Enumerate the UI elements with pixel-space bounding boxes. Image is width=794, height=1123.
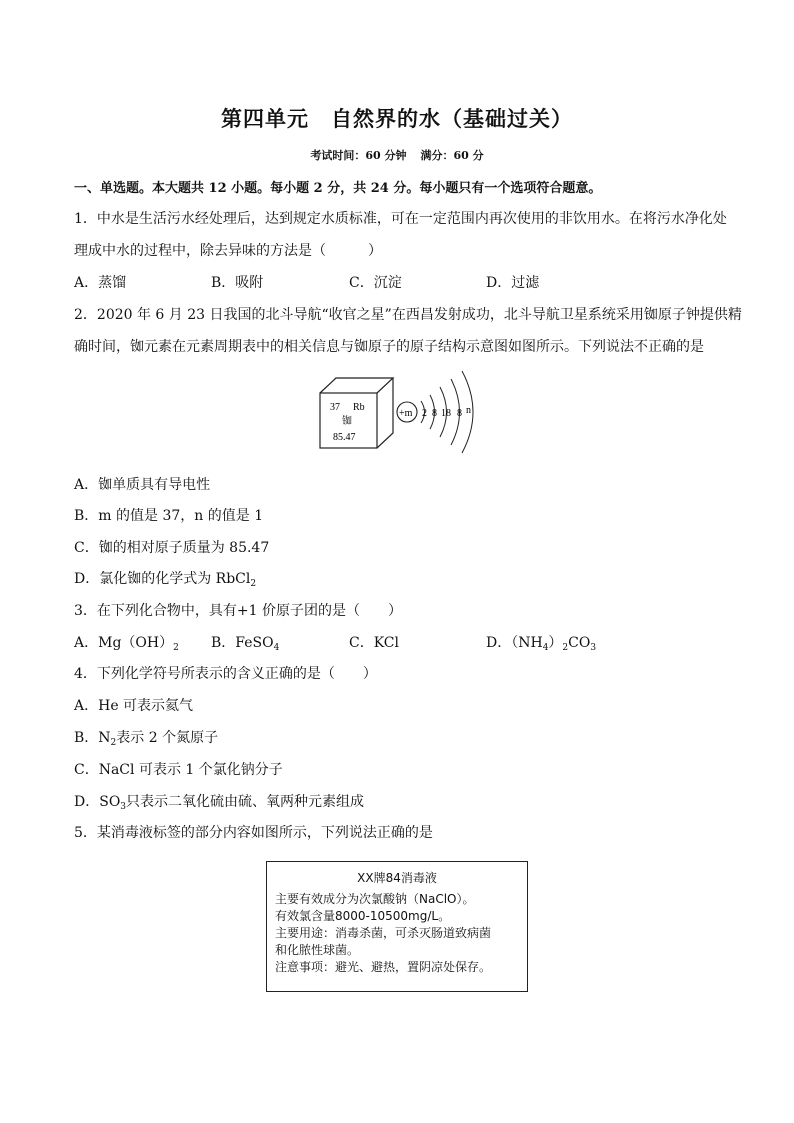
q2-stem-line2: 确时间，铷元素在元素周期表中的相关信息与铷原子的原子结构示意图如图所示。下列说法不正确的是 xyxy=(74,339,704,355)
shell-count-5: n xyxy=(466,405,471,416)
q2-option-c: C．铷的相对原子质量为 85.47 xyxy=(74,540,270,556)
section-heading: 一、单选题。本大题共 12 小题。每小题 2 分，共 24 分。每小题只有一个选项符合题意。 xyxy=(74,181,602,196)
nucleus-charge: +m xyxy=(399,408,413,419)
q3-options xyxy=(74,632,596,652)
q3-option-b: B．FeSO$_4$ xyxy=(211,635,280,653)
q1-stem-line2: 理成中水的过程中，除去异味的方法是（ ） xyxy=(74,243,382,259)
q1-option-c: C．沉淀 xyxy=(349,275,402,291)
q2-option-d: D．氯化铷的化学式为 RbCl$_2$ xyxy=(74,571,257,589)
q5-stem: 5．某消毒液标签的部分内容如图所示，下列说法正确的是 xyxy=(74,825,433,841)
element-symbol: Rb xyxy=(353,402,365,413)
q2-option-b: B．m 的值是 37，n 的值是 1 xyxy=(74,508,264,524)
exam-time: 考试时间：60 分钟 xyxy=(310,149,407,162)
element-cell-side xyxy=(377,378,393,448)
label-line: 有效氯含量8000-10500mg/L。 xyxy=(275,909,451,923)
atomic-number: 37 xyxy=(330,402,340,413)
q4-option-a: A．He 可表示氦气 xyxy=(74,698,194,714)
q4-option-d: D．$SO_3$只表示二氧化硫由硫、氧两种元素组成 xyxy=(74,794,365,812)
label-line: 和化脓性球菌。 xyxy=(275,943,360,957)
shell-count-3: 18 xyxy=(441,408,451,419)
q1-options xyxy=(74,272,539,292)
disinfectant-label xyxy=(266,861,528,992)
q2-option-a: A．铷单质具有导电性 xyxy=(74,477,211,493)
shell-count-4: 8 xyxy=(457,408,462,419)
q4-stem: 4．下列化学符号所表示的含义正确的是（ ） xyxy=(74,666,377,682)
q3-option-c: C．KCl xyxy=(349,635,399,651)
q3-option-d: D．$(NH_4)_2CO_3$ xyxy=(486,635,597,653)
q2-stem-line1: 2．2020 年 6 月 23 日我国的北斗导航“收官之星”在西昌发射成功，北斗导航卫星系统采用铷原子钟提供精 xyxy=(74,307,742,323)
unit-subtitle: 自然界的水（基础过关） xyxy=(331,106,573,131)
q1-option-a: A．蒸馏 xyxy=(74,275,127,291)
page-title xyxy=(0,103,794,133)
q1-stem-line1: 1．中水是生活污水经处理后，达到规定水质标准，可在一定范围内再次使用的非饮用水。在将污水净化处 xyxy=(74,211,727,227)
unit-label: 第四单元 xyxy=(221,106,309,131)
exam-meta xyxy=(0,147,794,163)
shell-count-1: 2 xyxy=(422,408,427,419)
q3-stem: 3．在下列化合物中，具有+1 价原子团的是（ ） xyxy=(74,603,402,619)
q4-option-c: C．NaCl 可表示 1 个氯化钠分子 xyxy=(74,762,283,778)
label-title: XX牌84消毒液 xyxy=(357,871,437,885)
rubidium-figure xyxy=(318,363,498,463)
atomic-mass: 85.47 xyxy=(333,432,356,443)
q3-option-a: A．$Mg(OH)_2$ xyxy=(74,635,179,653)
element-cell-top xyxy=(320,378,393,393)
element-cell xyxy=(320,378,393,448)
exam-score: 满分：60 分 xyxy=(420,149,484,162)
label-line: 注意事项：避光、避热，置阴凉处保存。 xyxy=(275,960,492,974)
label-line: 主要有效成分为次氯酸钠（NaClO）。 xyxy=(275,892,475,906)
element-name: 铷 xyxy=(342,416,352,427)
shell-count-2: 8 xyxy=(432,408,437,419)
q1-option-b: B．吸附 xyxy=(211,275,264,291)
label-line: 主要用途：消毒杀菌，可杀灭肠道致病菌 xyxy=(275,926,492,940)
rubidium-diagram xyxy=(318,363,498,463)
q4-option-b: B．$N_2$表示 2 个氮原子 xyxy=(74,730,219,748)
q1-option-d: D．过滤 xyxy=(486,275,540,291)
